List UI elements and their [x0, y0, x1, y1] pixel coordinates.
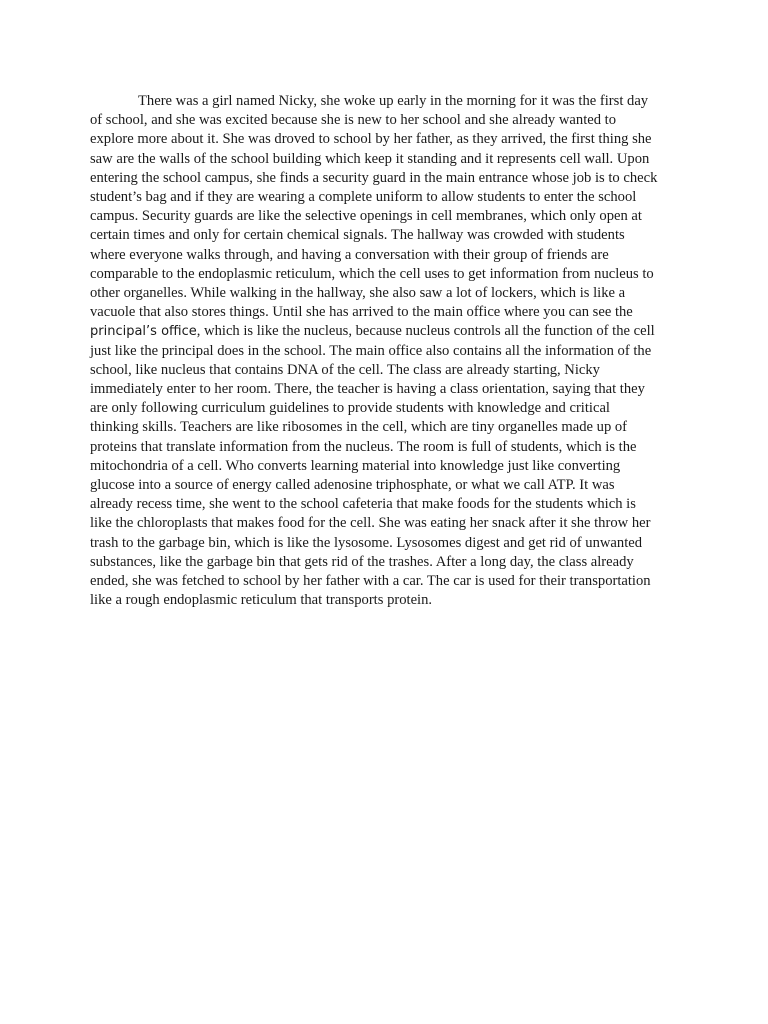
paragraph-line: entering the school campus, she finds a security guard in the main entrance whose job is to check [90, 169, 658, 186]
paragraph-line: mitochondria of a cell. Who converts learning material into knowledge just like converting [90, 457, 621, 474]
paragraph-line: student’s bag and if they are wearing a complete uniform to allow students to enter the school [90, 189, 637, 206]
paragraph-line: vacuole that also stores things. Until she has arrived to the main office where you can see the [90, 304, 633, 321]
paragraph-line: already recess time, she went to the school cafeteria that make foods for the students which is [90, 496, 636, 513]
paragraph-line: like the chloroplasts that makes food for the cell. She was eating her snack after it she throw her [90, 515, 651, 532]
paragraph-line: explore more about it. She was droved to school by her father, as they arrived, the first thing she [90, 131, 652, 148]
paragraph-line: of school, and she was excited because she is new to her school and she already wanted to [90, 112, 617, 129]
paragraph-line: saw are the walls of the school building which keep it standing and it represents cell wall. Upon [90, 150, 650, 167]
paragraph-line: glucose into a source of energy called adenosine triphosphate, or what we call ATP. It was [90, 477, 615, 494]
paragraph-line: ended, she was fetched to school by her father with a car. The car is used for their transportation [90, 573, 651, 590]
principals-office-phrase: principal’s office [90, 324, 197, 340]
paragraph-line: like a rough endoplasmic reticulum that transports protein. [90, 592, 433, 609]
paragraph-line: immediately enter to her room. There, the teacher is having a class orientation, saying that they [90, 381, 645, 398]
paragraph-line: other organelles. While walking in the hallway, she also saw a lot of lockers, which is like a [90, 285, 626, 302]
paragraph-line: certain times and only for certain chemical signals. The hallway was crowded with students [90, 227, 625, 244]
paragraph-line: There was a girl named Nicky, she woke up early in the morning for it was the first day [138, 93, 649, 109]
paragraph-line: thinking skills. Teachers are like ribosomes in the cell, which are tiny organelles made up of [90, 419, 628, 436]
paragraph-line-mixed [90, 322, 690, 341]
paragraph-line: campus. Security guards are like the selective openings in cell membranes, which only open at [90, 208, 642, 225]
paragraph-line: just like the principal does in the school. The main office also contains all the information of the [90, 342, 652, 359]
story-paragraph [90, 92, 690, 610]
paragraph-line-remainder: , which is like the nucleus, because nucleus controls all the function of the cell [196, 323, 655, 340]
paragraph-line: substances, like the garbage bin that gets rid of the trashes. After a long day, the class already [90, 553, 634, 570]
paragraph-line: proteins that translate information from the nucleus. The room is full of students, which is the [90, 438, 637, 455]
paragraph-line: where everyone walks through, and having a conversation with their group of friends are [90, 246, 609, 263]
paragraph-line: trash to the garbage bin, which is like the lysosome. Lysosomes digest and get rid of unwanted [90, 534, 643, 551]
paragraph-line: are only following curriculum guidelines to provide students with knowledge and critical [90, 400, 610, 417]
paragraph-line: school, like nucleus that contains DNA of the cell. The class are already starting, Nicky [90, 361, 600, 378]
paragraph-line: comparable to the endoplasmic reticulum, which the cell uses to get information from nucleus to [90, 265, 654, 282]
